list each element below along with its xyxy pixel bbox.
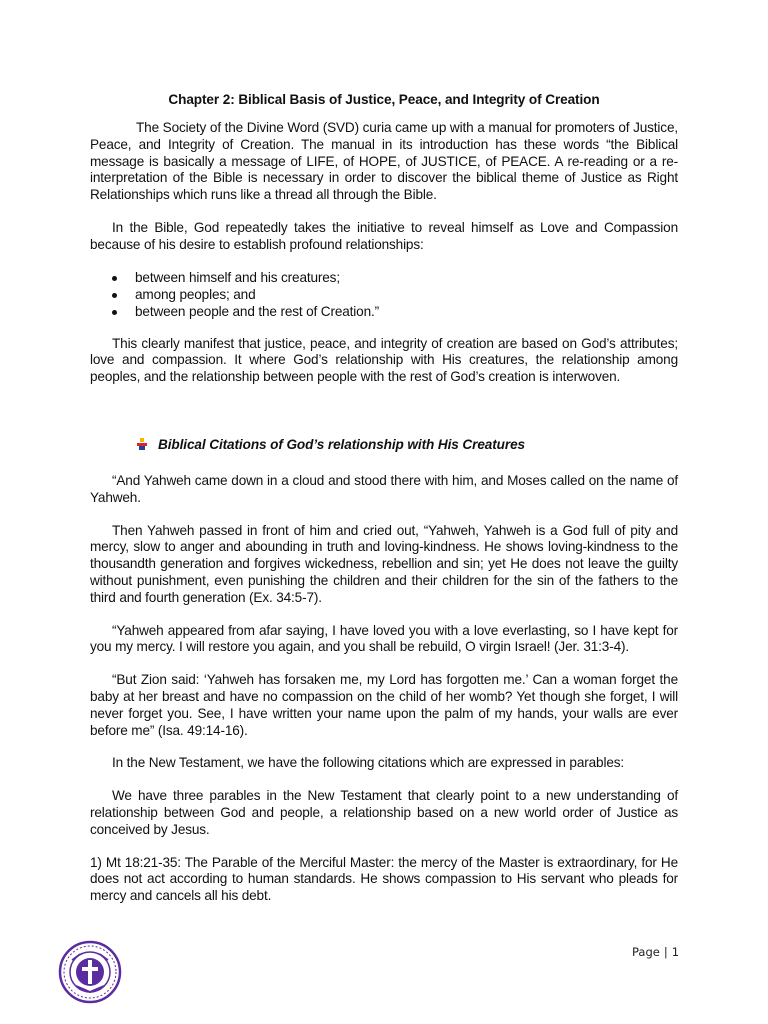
page-number: 1 [671,945,680,959]
new-testament-intro: In the New Testament, we have the following citations which are expressed in parables: [112,755,625,771]
relationship-list [90,269,678,320]
svd-seal-logo [58,940,122,1004]
citation-paragraph: “But Zion said: ‘Yahweh has forsaken me, my Lord has forgotten me.’ Can a woman forget the baby at her breast and have no compassion on the child of her womb? Yet though she forget, I will never forget you. See, I have written your name upon the palm of my hands, your walls are ever before me” (Isa. 49:14-16). [90,672,678,738]
citation-paragraph: “And Yahweh came down in a cloud and stood there with him, and Moses called on the name of Yahweh. [90,472,678,505]
list-item: between people and the rest of Creation.” [90,303,678,320]
citation-paragraph: “Yahweh appeared from afar saying, I have loved you with a love everlasting, so I have kept for you my mercy. I will restore you again, and you shall be rebuild, O virgin Israel! (Jer. 31:3-4). [90,622,678,655]
parables-intro: We have three parables in the New Testament that clearly point to a new understanding of relationship between God and people, a relationship based on a new world order of Justice as conceived by Jesus. [90,788,678,837]
list-item: between himself and his creatures; [90,269,678,286]
page-separator: | [663,945,668,959]
bullet-icon [112,310,117,315]
page-footer [632,945,679,959]
subheading-text: Biblical Citations of God’s relationship with His Creatures [158,436,525,452]
diamond-bullet-icon [135,437,149,451]
list-item: among peoples; and [90,286,678,303]
parable-paragraph: 1) Mt 18:21-35: The Parable of the Merciful Master: the mercy of the Master is extraordinary, for He does not act according to human standards. He shows compassion to His servant who pleads for mercy and cancels all his debt. [90,854,678,904]
page-label: Page [632,945,660,959]
summary-paragraph: This clearly manifest that justice, peace, and integrity of creation are based on God’s attributes; love and compassion. It where God’s relationship with His creatures, the relationship among peoples, and the relationship between people with the rest of God’s creation is interwoven. [90,335,678,385]
intro-paragraph-2: In the Bible, God repeatedly takes the initiative to reveal himself as Love and Compassion because of his desire to establish profound relationships: [90,219,678,252]
section-subheading [90,436,678,454]
bullet-icon [112,293,117,298]
document-body [90,91,678,921]
intro-paragraph-1: The Society of the Divine Word (SVD) curia came up with a manual for promoters of Justice, Peace, and Integrity of Creation. The manual in its introduction has these words “the Biblical message is basically a message of LIFE, of HOPE, of JUSTICE, of PEACE. A re-reading or a re-interpretation of the Bible is necessary in order to discover the biblical theme of Justice as Right Relationships which runs like a thread all through the Bible. [90,120,678,203]
bullet-icon [112,276,117,281]
chapter-title: Chapter 2: Biblical Basis of Justice, Peace, and Integrity of Creation [168,92,600,107]
citation-paragraph: Then Yahweh passed in front of him and cried out, “Yahweh, Yahweh is a God full of pity and mercy, slow to anger and abounding in truth and loving-kindness. He shows loving-kindness to the thousandth generation and forgives wickedness, rebellion and sin; yet He does not leave the guilty without punishment, even punishing the children and their children for the sin of the fathers to the third and fourth generation (Ex. 34:5-7). [90,522,678,605]
